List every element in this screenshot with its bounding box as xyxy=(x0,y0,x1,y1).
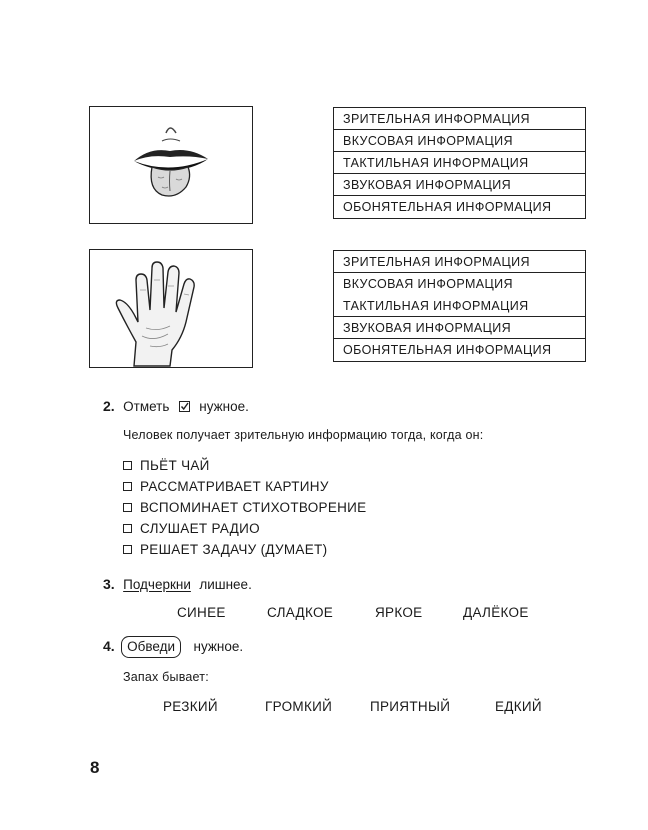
task2-question: Человек получает зрительную информацию тогда, когда он: xyxy=(123,428,484,442)
task4-instruction-rest: нужное. xyxy=(193,639,244,654)
option-item[interactable]: ЗВУКОВАЯ ИНФОРМАЦИЯ xyxy=(334,317,585,339)
hand-picture xyxy=(89,249,253,368)
answer-word[interactable]: СЛАДКОЕ xyxy=(267,605,334,620)
checkbox-option[interactable] xyxy=(123,500,367,515)
checkbox-icon[interactable] xyxy=(123,482,132,491)
task-number: 3. xyxy=(103,576,115,592)
answer-word[interactable]: ЕДКИЙ xyxy=(495,699,542,714)
task2-heading xyxy=(103,398,249,416)
task-number: 2. xyxy=(103,398,115,414)
task4-heading xyxy=(103,636,243,658)
option-item[interactable]: ЗРИТЕЛЬНАЯ ИНФОРМАЦИЯ xyxy=(334,108,585,130)
option-item[interactable]: ОБОНЯТЕЛЬНАЯ ИНФОРМАЦИЯ xyxy=(343,200,552,214)
answer-word[interactable]: ПРИЯТНЫЙ xyxy=(370,699,451,714)
option-item[interactable]: ЗРИТЕЛЬНАЯ ИНФОРМАЦИЯ xyxy=(334,251,585,273)
option-item[interactable]: ВКУСОВАЯ ИНФОРМАЦИЯ xyxy=(334,130,585,152)
page-number: 8 xyxy=(90,758,100,777)
task3-instruction-verb: Подчеркни xyxy=(123,577,191,592)
option-item[interactable]: ВКУСОВАЯ ИНФОРМАЦИЯ xyxy=(343,277,513,291)
task4-prompt: Запах бывает: xyxy=(123,670,209,684)
option-item[interactable]: ОБОНЯТЕЛЬНАЯ ИНФОРМАЦИЯ xyxy=(343,343,552,357)
checkbox-icon[interactable] xyxy=(123,461,132,470)
options-list-b xyxy=(333,250,586,362)
task-number: 4. xyxy=(103,638,115,654)
checkbox-label: РАССМАТРИВАЕТ КАРТИНУ xyxy=(140,479,329,494)
task3-instruction-rest: лишнее. xyxy=(199,577,252,592)
checkbox-option[interactable] xyxy=(123,521,260,536)
checkbox-label: РЕШАЕТ ЗАДАЧУ (ДУМАЕТ) xyxy=(140,542,328,557)
checkbox-icon[interactable] xyxy=(123,503,132,512)
task3-heading xyxy=(103,576,252,594)
task2-instruction-rest: нужное. xyxy=(199,399,249,414)
checkbox-label: ПЬЁТ ЧАЙ xyxy=(140,458,210,473)
answer-word[interactable]: ДАЛЁКОЕ xyxy=(463,605,529,620)
answer-word[interactable]: РЕЗКИЙ xyxy=(163,699,218,714)
answer-word[interactable]: ЯРКОЕ xyxy=(375,605,423,620)
answer-word[interactable]: СИНЕЕ xyxy=(177,605,226,620)
task2-instruction-verb: Отметь xyxy=(123,399,170,414)
hand-icon xyxy=(90,250,252,367)
tongue-icon xyxy=(90,107,252,223)
checkbox-option[interactable] xyxy=(123,479,329,494)
option-item[interactable]: ТАКТИЛЬНАЯ ИНФОРМАЦИЯ xyxy=(334,295,585,317)
options-list-a xyxy=(333,107,586,219)
checkbox-icon[interactable] xyxy=(123,545,132,554)
option-item[interactable]: ТАКТИЛЬНАЯ ИНФОРМАЦИЯ xyxy=(334,152,585,174)
task4-instruction-verb: Обведи xyxy=(121,636,181,658)
checkbox-option[interactable] xyxy=(123,458,210,473)
tongue-picture xyxy=(89,106,253,224)
answer-word[interactable]: ГРОМКИЙ xyxy=(265,699,333,714)
checked-box-icon xyxy=(179,401,190,412)
checkbox-icon[interactable] xyxy=(123,524,132,533)
option-item[interactable]: ЗВУКОВАЯ ИНФОРМАЦИЯ xyxy=(334,174,585,196)
checkbox-label: ВСПОМИНАЕТ СТИХОТВОРЕНИЕ xyxy=(140,500,367,515)
checkbox-option[interactable] xyxy=(123,542,327,557)
checkbox-label: СЛУШАЕТ РАДИО xyxy=(140,521,260,536)
